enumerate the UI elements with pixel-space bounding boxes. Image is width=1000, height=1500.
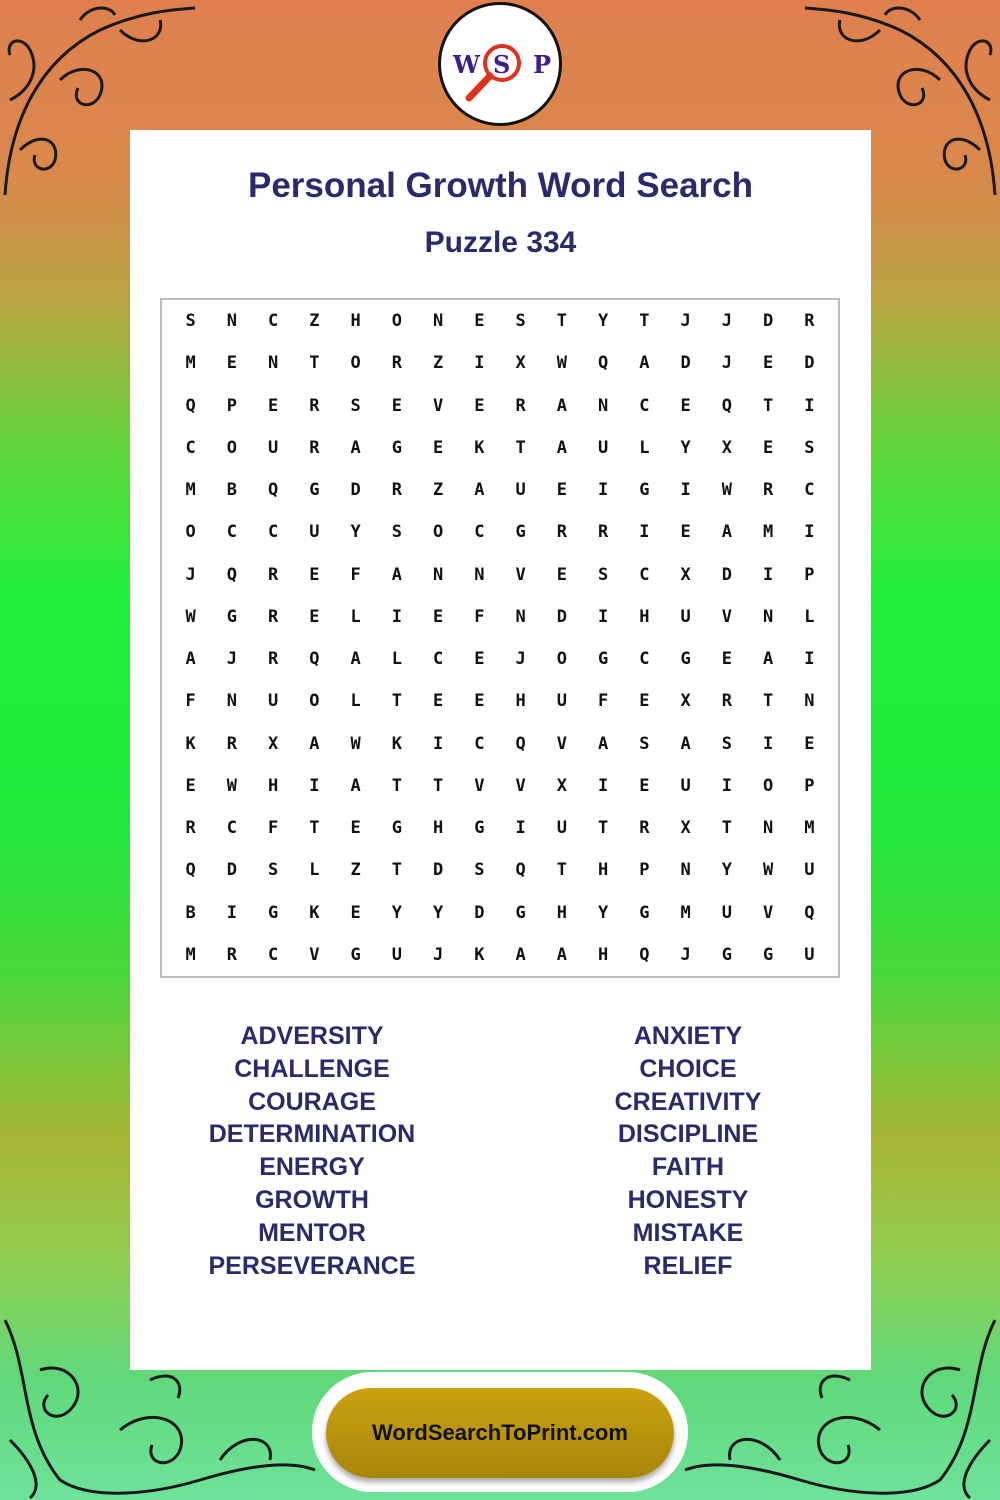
grid-letter[interactable]: J xyxy=(721,311,732,332)
grid-letter[interactable]: I xyxy=(226,902,237,923)
grid-letter[interactable]: L xyxy=(350,691,361,712)
grid-letter[interactable]: N xyxy=(226,691,237,712)
grid-letter[interactable]: E xyxy=(433,606,444,627)
word-list-left xyxy=(162,1020,462,1282)
word-item: ENERGY xyxy=(259,1153,365,1182)
grid-letter[interactable]: Y xyxy=(680,437,691,458)
grid-letter[interactable]: Q xyxy=(185,395,196,416)
grid-letter[interactable]: T xyxy=(391,860,402,881)
grid-letter[interactable]: F xyxy=(598,691,609,712)
grid-letter[interactable]: E xyxy=(639,775,650,796)
grid-letter[interactable]: H xyxy=(433,818,444,839)
grid-letter[interactable]: T xyxy=(309,353,320,374)
grid-letter[interactable]: A xyxy=(350,437,361,458)
grid-letter[interactable]: A xyxy=(639,353,650,374)
grid-letter[interactable]: A xyxy=(309,733,320,754)
grid-letter[interactable]: O xyxy=(226,437,237,458)
grid-letter[interactable]: A xyxy=(350,775,361,796)
grid-letter[interactable]: I xyxy=(721,775,732,796)
grid-letter[interactable]: A xyxy=(680,733,691,754)
grid-letter[interactable]: E xyxy=(226,353,237,374)
grid-letter[interactable]: A xyxy=(474,480,485,501)
grid-letter[interactable]: U xyxy=(268,691,279,712)
grid-letter[interactable]: F xyxy=(185,691,196,712)
grid-letter[interactable]: N xyxy=(804,691,815,712)
grid-letter[interactable]: R xyxy=(391,353,402,374)
grid-letter[interactable]: R xyxy=(268,649,279,670)
grid-letter[interactable]: E xyxy=(391,395,402,416)
grid-letter[interactable]: H xyxy=(639,606,650,627)
grid-letter[interactable]: U xyxy=(556,691,567,712)
grid-letter[interactable]: Z xyxy=(350,860,361,881)
grid-letter[interactable]: H xyxy=(598,860,609,881)
page-title: Personal Growth Word Search xyxy=(247,166,754,205)
grid-letter[interactable]: R xyxy=(639,818,650,839)
grid-letter[interactable]: N xyxy=(763,818,774,839)
grid-letter[interactable]: L xyxy=(804,606,815,627)
grid-letter[interactable]: Y xyxy=(391,902,402,923)
grid-letter[interactable]: G xyxy=(515,522,526,543)
grid-letter[interactable]: V xyxy=(433,395,444,416)
grid-letter[interactable]: F xyxy=(268,818,279,839)
grid-letter[interactable]: C xyxy=(474,522,485,543)
word-item: CHALLENGE xyxy=(234,1054,390,1083)
grid-letter[interactable]: U xyxy=(515,480,526,501)
grid-letter[interactable]: W xyxy=(226,775,237,796)
grid-letter[interactable]: E xyxy=(350,818,361,839)
grid-letter[interactable]: W xyxy=(763,860,774,881)
grid-letter[interactable]: B xyxy=(226,480,237,501)
grid-letter[interactable]: O xyxy=(433,522,444,543)
grid-letter[interactable]: F xyxy=(474,606,485,627)
grid-letter[interactable]: G xyxy=(391,437,402,458)
grid-letter[interactable]: Q xyxy=(721,395,732,416)
grid-letter[interactable]: D xyxy=(556,606,567,627)
grid-letter[interactable]: S xyxy=(598,564,609,585)
grid-letter[interactable]: G xyxy=(391,818,402,839)
grid-letter[interactable]: E xyxy=(268,395,279,416)
grid-letter[interactable]: Q xyxy=(804,902,815,923)
grid-letter[interactable]: C xyxy=(185,437,196,458)
grid-letter[interactable]: E xyxy=(433,437,444,458)
logo-letter-p: P xyxy=(533,50,552,79)
grid-letter[interactable]: Y xyxy=(350,522,361,543)
grid-letter[interactable]: C xyxy=(226,818,237,839)
word-item: FAITH xyxy=(651,1153,725,1182)
grid-letter[interactable]: E xyxy=(433,691,444,712)
logo-letter-w: W xyxy=(453,50,480,79)
grid-letter[interactable]: M xyxy=(763,522,774,543)
grid-letter[interactable]: P xyxy=(804,564,815,585)
grid-letter[interactable]: A xyxy=(763,649,774,670)
grid-letter[interactable]: T xyxy=(598,818,609,839)
grid-letter[interactable]: I xyxy=(474,353,485,374)
grid-letter[interactable]: Q xyxy=(598,353,609,374)
grid-letter[interactable]: X xyxy=(680,818,691,839)
grid-letter[interactable]: N xyxy=(474,564,485,585)
grid-letter[interactable]: T xyxy=(639,311,650,332)
grid-letter[interactable]: U xyxy=(804,860,815,881)
word-item: MISTAKE xyxy=(632,1218,744,1247)
grid-letter[interactable]: O xyxy=(391,311,402,332)
grid-letter[interactable]: H xyxy=(598,944,609,965)
grid-letter[interactable]: R xyxy=(226,733,237,754)
grid-letter[interactable]: N xyxy=(680,860,691,881)
grid-letter[interactable]: E xyxy=(350,902,361,923)
grid-letter[interactable]: G xyxy=(639,480,650,501)
word-item: PERSEVERANCE xyxy=(208,1251,416,1280)
grid-letter[interactable]: S xyxy=(639,733,650,754)
grid-letter[interactable]: W xyxy=(185,606,196,627)
grid-letter[interactable]: N xyxy=(226,311,237,332)
grid-letter[interactable]: I xyxy=(639,522,650,543)
grid-letter[interactable]: E xyxy=(474,395,485,416)
grid-letter[interactable]: A xyxy=(598,733,609,754)
grid-letter[interactable]: S xyxy=(268,860,279,881)
grid-letter[interactable]: A xyxy=(556,437,567,458)
grid-letter[interactable]: R xyxy=(391,480,402,501)
grid-letter[interactable]: C xyxy=(639,649,650,670)
grid-letter[interactable]: Z xyxy=(433,353,444,374)
grid-letter[interactable]: G xyxy=(268,902,279,923)
grid-letter[interactable]: I xyxy=(433,733,444,754)
grid-letter[interactable]: T xyxy=(556,860,567,881)
grid-letter[interactable]: T xyxy=(763,691,774,712)
grid-letter[interactable]: E xyxy=(639,691,650,712)
grid-letter[interactable]: H xyxy=(556,902,567,923)
grid-letter[interactable]: V xyxy=(309,944,320,965)
grid-letter[interactable]: Y xyxy=(598,902,609,923)
grid-letter[interactable]: R xyxy=(268,564,279,585)
grid-letter[interactable]: J xyxy=(185,564,196,585)
word-item: CHOICE xyxy=(639,1054,737,1083)
grid-letter[interactable]: P xyxy=(639,860,650,881)
grid-letter[interactable]: O xyxy=(309,691,320,712)
grid-letter[interactable]: Q xyxy=(268,480,279,501)
word-item: CREATIVITY xyxy=(614,1087,762,1116)
grid-letter[interactable]: X xyxy=(680,564,691,585)
grid-letter[interactable]: U xyxy=(268,437,279,458)
grid-letter[interactable]: I xyxy=(804,522,815,543)
grid-letter[interactable]: V xyxy=(515,775,526,796)
grid-letter[interactable]: V xyxy=(474,775,485,796)
grid-letter[interactable]: A xyxy=(350,649,361,670)
grid-letter[interactable]: X xyxy=(515,353,526,374)
grid-letter[interactable]: T xyxy=(309,818,320,839)
grid-letter[interactable]: I xyxy=(763,564,774,585)
grid-letter[interactable]: I xyxy=(391,606,402,627)
word-item: ANXIETY xyxy=(633,1022,743,1050)
grid-letter[interactable]: L xyxy=(391,649,402,670)
grid-letter[interactable]: T xyxy=(721,818,732,839)
grid-letter[interactable]: C xyxy=(804,480,815,501)
logo[interactable] xyxy=(438,2,562,126)
grid-letter[interactable]: P xyxy=(804,775,815,796)
grid-letter[interactable]: K xyxy=(474,944,485,965)
grid-letter[interactable]: V xyxy=(721,606,732,627)
logo-letter-s: S xyxy=(493,50,511,79)
grid-letter[interactable]: E xyxy=(309,564,320,585)
grid-letter[interactable]: Q xyxy=(226,564,237,585)
grid-letter[interactable]: W xyxy=(350,733,361,754)
grid-letter[interactable]: U xyxy=(309,522,320,543)
grid-letter[interactable]: S xyxy=(474,860,485,881)
word-list-right xyxy=(538,1020,838,1282)
grid-letter[interactable]: Y xyxy=(721,860,732,881)
grid-letter[interactable]: N xyxy=(598,395,609,416)
grid-letter[interactable]: R xyxy=(556,522,567,543)
grid-letter[interactable]: E xyxy=(556,480,567,501)
grid-letter[interactable]: N xyxy=(433,311,444,332)
grid-letter[interactable]: E xyxy=(763,353,774,374)
grid-letter[interactable]: C xyxy=(639,564,650,585)
grid-letter[interactable]: A xyxy=(556,944,567,965)
grid-letter[interactable]: K xyxy=(309,902,320,923)
grid-letter[interactable]: C xyxy=(268,944,279,965)
word-item: ADVERSITY xyxy=(240,1022,384,1050)
grid-letter[interactable]: B xyxy=(185,902,196,923)
grid-letter[interactable]: L xyxy=(639,437,650,458)
grid-letter[interactable]: E xyxy=(474,311,485,332)
grid-letter[interactable]: J xyxy=(680,944,691,965)
grid-letter[interactable]: H xyxy=(515,691,526,712)
grid-letter[interactable]: S xyxy=(185,311,196,332)
grid-letter[interactable]: K xyxy=(474,437,485,458)
grid-letter[interactable]: T xyxy=(391,775,402,796)
grid-letter[interactable]: C xyxy=(226,522,237,543)
grid-letter[interactable]: I xyxy=(598,606,609,627)
grid-letter[interactable]: V xyxy=(515,564,526,585)
grid-letter[interactable]: I xyxy=(309,775,320,796)
grid-letter[interactable]: S xyxy=(350,395,361,416)
grid-letter[interactable]: T xyxy=(763,395,774,416)
grid-letter[interactable]: F xyxy=(350,564,361,585)
grid-letter[interactable]: A xyxy=(391,564,402,585)
grid-letter[interactable]: Q xyxy=(515,860,526,881)
grid-letter[interactable]: E xyxy=(556,564,567,585)
grid-letter[interactable]: T xyxy=(515,437,526,458)
grid-letter[interactable]: N xyxy=(433,564,444,585)
grid-letter[interactable]: D xyxy=(433,860,444,881)
grid-letter[interactable]: X xyxy=(680,691,691,712)
grid-letter[interactable]: X xyxy=(556,775,567,796)
grid-letter[interactable]: Q xyxy=(309,649,320,670)
site-link-button[interactable] xyxy=(326,1388,674,1478)
grid-letter[interactable]: E xyxy=(721,649,732,670)
grid-letter[interactable]: V xyxy=(763,902,774,923)
grid-letter[interactable]: U xyxy=(804,944,815,965)
puzzle-number: Puzzle 334 xyxy=(424,226,577,259)
grid-letter[interactable]: X xyxy=(721,437,732,458)
grid-letter[interactable]: K xyxy=(185,733,196,754)
grid-letter[interactable]: R xyxy=(721,691,732,712)
grid-letter[interactable]: E xyxy=(474,649,485,670)
word-item: RELIEF xyxy=(643,1251,733,1280)
grid-letter[interactable]: G xyxy=(309,480,320,501)
grid-letter[interactable]: Q xyxy=(515,733,526,754)
grid-letter[interactable]: L xyxy=(350,606,361,627)
grid-letter[interactable]: G xyxy=(226,606,237,627)
word-item: GROWTH xyxy=(255,1185,369,1214)
grid-letter[interactable]: G xyxy=(721,944,732,965)
grid-letter[interactable]: R xyxy=(268,606,279,627)
grid-letter[interactable]: E xyxy=(680,395,691,416)
grid-letter[interactable]: G xyxy=(350,944,361,965)
grid-letter[interactable]: T xyxy=(556,311,567,332)
grid-letter[interactable]: S xyxy=(721,733,732,754)
grid-letter[interactable]: G xyxy=(474,818,485,839)
grid-letter[interactable]: Q xyxy=(639,944,650,965)
grid-letter[interactable]: G xyxy=(680,649,691,670)
grid-letter[interactable]: E xyxy=(763,437,774,458)
grid-letter[interactable]: R xyxy=(309,395,320,416)
grid-letter[interactable]: R xyxy=(804,311,815,332)
grid-letter[interactable]: R xyxy=(763,480,774,501)
grid-letter[interactable]: J xyxy=(226,649,237,670)
grid-letter[interactable]: I xyxy=(598,775,609,796)
word-item: COURAGE xyxy=(248,1087,376,1116)
grid-letter[interactable]: U xyxy=(721,902,732,923)
word-item: DETERMINATION xyxy=(208,1120,416,1149)
grid-letter[interactable]: D xyxy=(680,353,691,374)
grid-letter[interactable]: N xyxy=(515,606,526,627)
grid-letter[interactable]: I xyxy=(763,733,774,754)
grid-letter[interactable]: Y xyxy=(598,311,609,332)
grid-letter[interactable]: A xyxy=(515,944,526,965)
grid-letter[interactable]: M xyxy=(804,818,815,839)
grid-letter[interactable]: D xyxy=(763,311,774,332)
grid-letter[interactable]: O xyxy=(350,353,361,374)
grid-letter[interactable]: Y xyxy=(433,902,444,923)
grid-letter[interactable]: R xyxy=(226,944,237,965)
grid-letter[interactable]: D xyxy=(721,564,732,585)
grid-letter[interactable]: N xyxy=(763,606,774,627)
grid-letter[interactable]: C xyxy=(433,649,444,670)
grid-letter[interactable]: E xyxy=(185,775,196,796)
grid-letter[interactable]: P xyxy=(226,395,237,416)
site-link-label: WordSearchToPrint.com xyxy=(372,1420,628,1445)
grid-letter[interactable]: D xyxy=(350,480,361,501)
grid-letter[interactable]: A xyxy=(185,649,196,670)
grid-letter[interactable]: S xyxy=(515,311,526,332)
grid-letter[interactable]: C xyxy=(268,522,279,543)
grid-letter[interactable]: S xyxy=(391,522,402,543)
grid-letter[interactable]: T xyxy=(433,775,444,796)
grid-letter[interactable]: R xyxy=(598,522,609,543)
grid-letter[interactable]: I xyxy=(804,395,815,416)
grid-letter[interactable]: G xyxy=(639,902,650,923)
grid-letter[interactable]: C xyxy=(639,395,650,416)
grid-letter[interactable]: W xyxy=(556,353,567,374)
grid-letter[interactable]: G xyxy=(763,944,774,965)
grid-letter[interactable]: X xyxy=(268,733,279,754)
grid-letter[interactable]: J xyxy=(680,311,691,332)
grid-letter[interactable]: R xyxy=(515,395,526,416)
grid-letter[interactable]: C xyxy=(268,311,279,332)
grid-letter[interactable]: D xyxy=(226,860,237,881)
grid-letter[interactable]: D xyxy=(474,902,485,923)
grid-letter[interactable]: H xyxy=(350,311,361,332)
grid-letter[interactable]: M xyxy=(185,944,196,965)
word-item: HONESTY xyxy=(627,1185,749,1214)
grid-letter[interactable]: D xyxy=(804,353,815,374)
grid-letter[interactable]: G xyxy=(598,649,609,670)
grid-letter[interactable]: I xyxy=(804,649,815,670)
grid-letter[interactable]: J xyxy=(515,649,526,670)
grid-letter[interactable]: J xyxy=(433,944,444,965)
grid-letter[interactable]: U xyxy=(598,437,609,458)
grid-letter[interactable]: Z xyxy=(433,480,444,501)
grid-letter[interactable]: Q xyxy=(185,860,196,881)
grid-letter[interactable]: V xyxy=(556,733,567,754)
grid-letter[interactable]: R xyxy=(309,437,320,458)
grid-letter[interactable]: G xyxy=(515,902,526,923)
puzzle-card xyxy=(130,130,871,1370)
letter-grid xyxy=(160,298,840,978)
grid-letter[interactable]: A xyxy=(556,395,567,416)
grid-letter[interactable]: I xyxy=(598,480,609,501)
grid-letter[interactable]: U xyxy=(680,606,691,627)
grid-letter[interactable]: O xyxy=(185,522,196,543)
grid-letter[interactable]: K xyxy=(391,733,402,754)
grid-letter[interactable]: E xyxy=(474,691,485,712)
grid-letter[interactable]: N xyxy=(268,353,279,374)
word-item: MENTOR xyxy=(258,1218,366,1247)
grid-letter[interactable]: J xyxy=(721,353,732,374)
grid-letter[interactable]: U xyxy=(556,818,567,839)
grid-letter[interactable]: E xyxy=(309,606,320,627)
grid-letter[interactable]: W xyxy=(721,480,732,501)
word-item: DISCIPLINE xyxy=(617,1120,759,1149)
grid-letter[interactable]: A xyxy=(721,522,732,543)
grid-letter[interactable]: Z xyxy=(309,311,320,332)
grid-letter[interactable]: T xyxy=(391,691,402,712)
grid-letter[interactable]: M xyxy=(185,480,196,501)
grid-letter[interactable]: O xyxy=(763,775,774,796)
grid-letter[interactable]: O xyxy=(556,649,567,670)
grid-letter[interactable]: I xyxy=(680,480,691,501)
grid-letter[interactable]: C xyxy=(474,733,485,754)
grid-letter[interactable]: H xyxy=(268,775,279,796)
grid-letter[interactable]: E xyxy=(680,522,691,543)
grid-letter[interactable]: I xyxy=(515,818,526,839)
grid-letter[interactable]: E xyxy=(804,733,815,754)
grid-letter[interactable]: U xyxy=(680,775,691,796)
grid-letter[interactable]: M xyxy=(680,902,691,923)
grid-letter[interactable]: S xyxy=(804,437,815,458)
grid-letter[interactable]: U xyxy=(391,944,402,965)
grid-letter[interactable]: L xyxy=(309,860,320,881)
grid-letter[interactable]: R xyxy=(185,818,196,839)
grid-letter[interactable]: M xyxy=(185,353,196,374)
